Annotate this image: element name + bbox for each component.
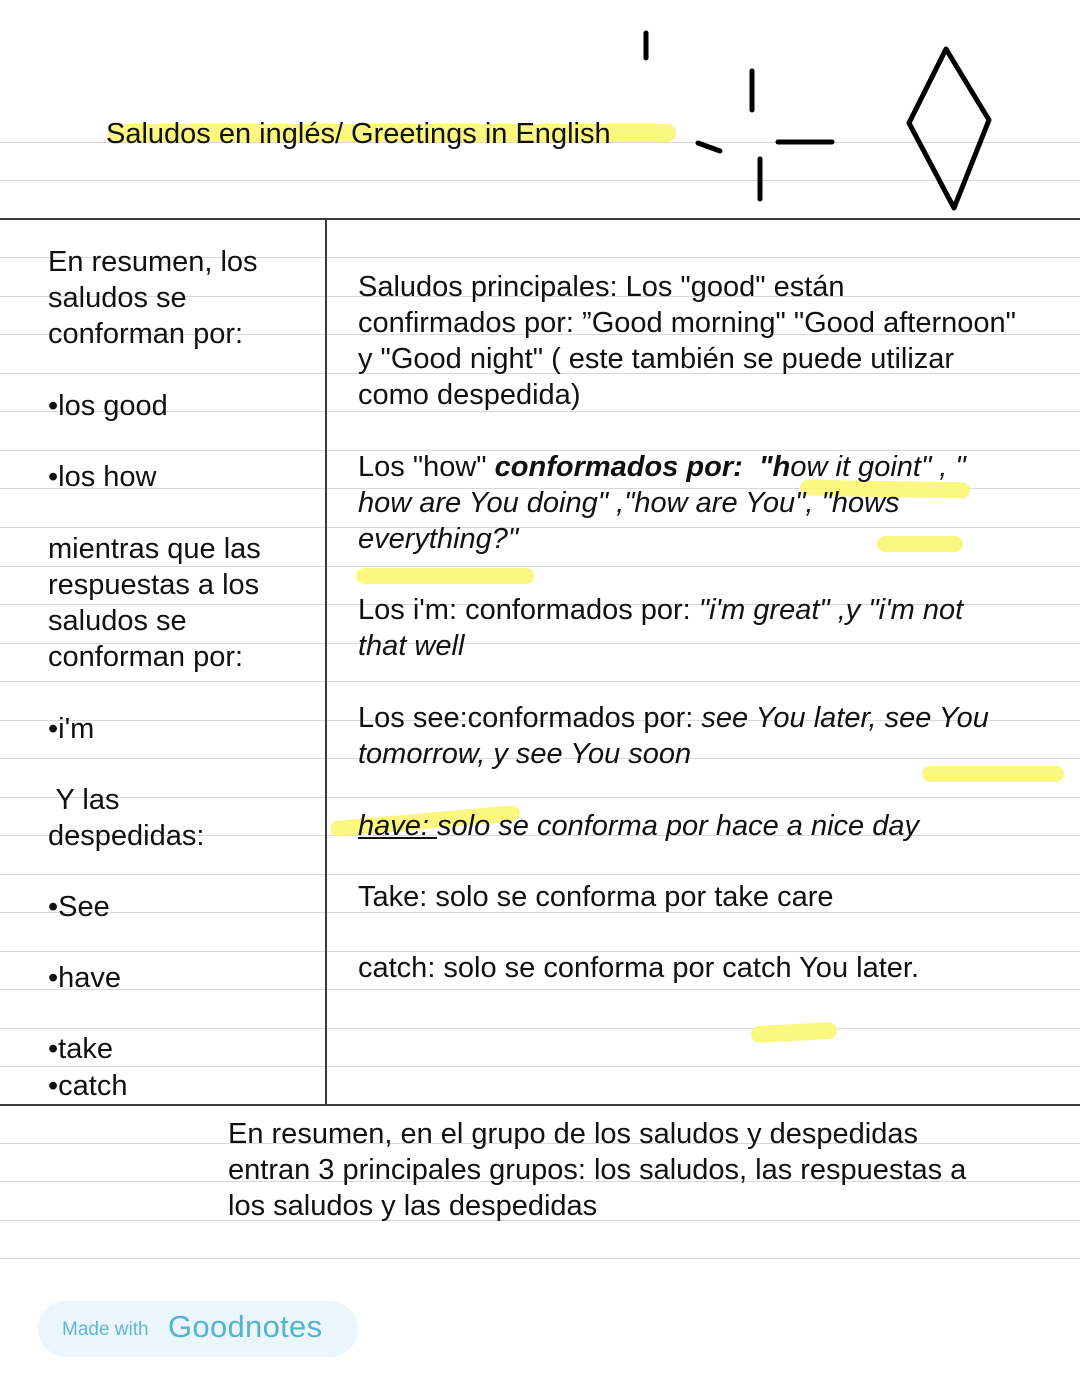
rule-line xyxy=(0,989,1080,990)
good-line: como despedida) xyxy=(358,379,581,411)
good-line: confirmados por: ”Good morning" "Good afternoon" xyxy=(358,307,1016,339)
left-responses-line: conforman por: xyxy=(48,641,244,673)
left-responses-line: respuestas a los xyxy=(48,569,260,601)
how-line: how are You doing" ,"how are You", "hows xyxy=(358,487,900,519)
rule-line xyxy=(0,527,1080,528)
im-label: Los i'm: conformados por: xyxy=(358,594,699,626)
bullet-item: •catch xyxy=(48,1070,128,1102)
page-title: Saludos en inglés/ Greetings in English xyxy=(106,118,611,150)
table-bottom-border xyxy=(0,1104,1080,1106)
im-line: that well xyxy=(358,630,465,662)
summary-line: entran 3 principales grupos: los saludos, las respuestas a xyxy=(228,1154,967,1186)
have-label: have: xyxy=(358,810,437,842)
im-examples: "i'm great" ,y "i'm not xyxy=(698,594,964,626)
highlight-stroke xyxy=(751,1022,838,1043)
take-line: Take: solo se conforma por take care xyxy=(358,881,834,913)
bullet-item: •los good xyxy=(48,390,168,422)
made-with-goodnotes-badge[interactable] xyxy=(38,1301,358,1357)
im-line xyxy=(358,592,963,628)
good-line: Saludos principales: Los "good" están xyxy=(358,271,845,303)
see-line xyxy=(358,700,989,736)
rule-line xyxy=(0,1258,1080,1259)
catch-line: catch: solo se conforma por catch You later. xyxy=(358,952,919,984)
left-intro-line: saludos se xyxy=(48,282,187,314)
rule-line xyxy=(0,1066,1080,1067)
rule-line xyxy=(0,681,1080,682)
summary-line: En resumen, en el grupo de los saludos y despedidas xyxy=(228,1118,918,1150)
left-responses-line: mientras que las xyxy=(48,533,261,565)
see-label: Los see:conformados por: xyxy=(358,702,702,734)
bullet-item: •take xyxy=(48,1033,113,1065)
bullet-item: •have xyxy=(48,962,122,994)
column-divider xyxy=(325,219,327,1105)
bullet-item: •See xyxy=(48,891,110,923)
diamond-icon xyxy=(0,0,1080,230)
how-line xyxy=(358,449,966,485)
have-line xyxy=(358,808,919,844)
summary-line: los saludos y las despedidas xyxy=(228,1190,598,1222)
rule-line xyxy=(0,874,1080,875)
how-label: Los "how" xyxy=(358,451,495,483)
see-line: tomorrow, y see You soon xyxy=(358,738,692,770)
left-intro-line: conforman por: xyxy=(48,318,244,350)
left-intro-line: En resumen, los xyxy=(48,246,258,278)
highlight-stroke xyxy=(877,536,963,552)
goodnotes-logo: Goodnotes xyxy=(168,1309,323,1344)
left-farewells-line: Y las xyxy=(48,784,120,816)
how-line: everything?" xyxy=(358,523,519,555)
badge-prefix: Made with xyxy=(62,1319,149,1340)
highlight-stroke xyxy=(922,766,1064,782)
have-text: solo se conforma por hace a nice day xyxy=(437,810,919,842)
left-responses-line: saludos se xyxy=(48,605,187,637)
rule-line xyxy=(0,797,1080,798)
good-line: y "Good night" ( este también se puede utilizar xyxy=(358,343,955,375)
bullet-item: •los how xyxy=(48,461,157,493)
rule-line xyxy=(0,1028,1080,1029)
left-farewells-line: despedidas: xyxy=(48,820,205,852)
see-examples: see You later, see You xyxy=(701,702,989,734)
how-bold-text: conformados por: "h xyxy=(494,451,791,483)
how-italic-text: ow it goint" , " xyxy=(790,451,966,483)
highlight-stroke xyxy=(356,568,534,584)
bullet-item: •i'm xyxy=(48,713,95,745)
